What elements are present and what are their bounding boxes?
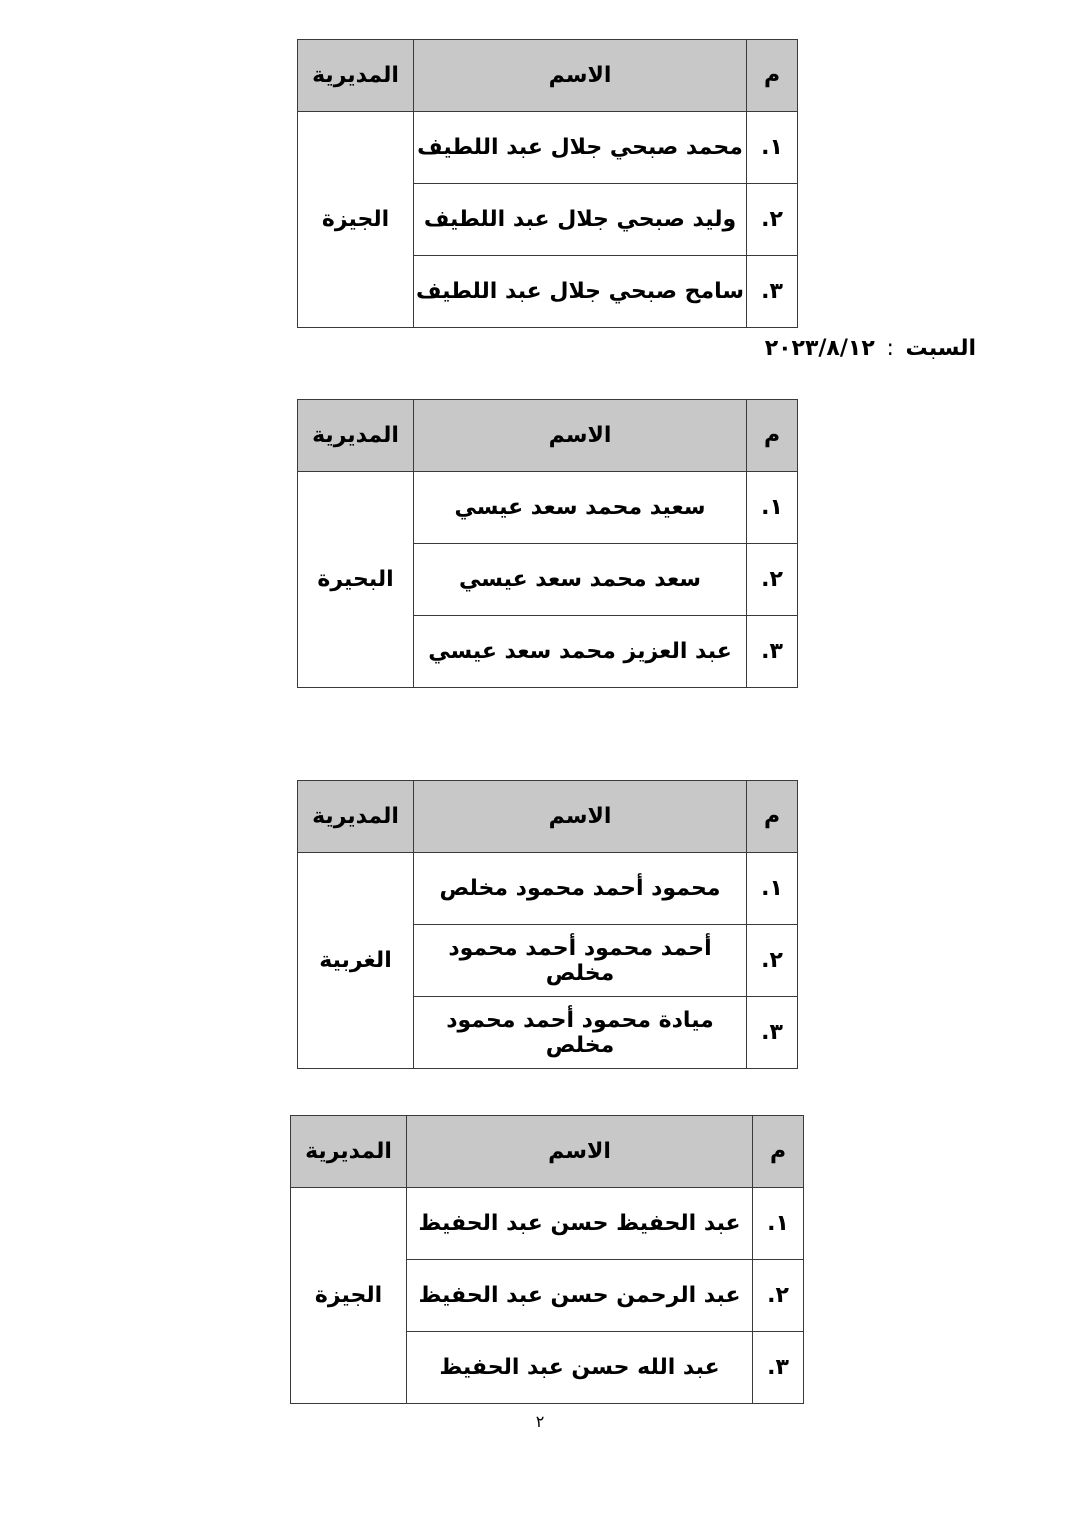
person-name: سامح صبحي جلال عبد اللطيف bbox=[414, 256, 747, 328]
row-number: ١. bbox=[747, 853, 798, 925]
row-number: ٣. bbox=[753, 1332, 804, 1404]
person-name: محمد صبحي جلال عبد اللطيف bbox=[414, 112, 747, 184]
header-directorate: المديرية bbox=[298, 400, 414, 472]
table-header-row bbox=[291, 1116, 804, 1188]
table-1 bbox=[297, 39, 798, 328]
date-heading bbox=[765, 336, 976, 361]
table-3 bbox=[297, 780, 798, 1069]
header-num: م bbox=[753, 1116, 804, 1188]
person-name: عبد الله حسن عبد الحفيظ bbox=[407, 1332, 753, 1404]
row-number: ٢. bbox=[747, 184, 798, 256]
row-number: ١. bbox=[747, 112, 798, 184]
person-name: عبد الحفيظ حسن عبد الحفيظ bbox=[407, 1188, 753, 1260]
day-name: السبت bbox=[905, 336, 976, 361]
person-name: ميادة محمود أحمد محمود مخلص bbox=[414, 997, 747, 1069]
row-number: ٢. bbox=[753, 1260, 804, 1332]
header-num: م bbox=[747, 400, 798, 472]
person-name: وليد صبحي جلال عبد اللطيف bbox=[414, 184, 747, 256]
table-row bbox=[298, 853, 798, 925]
page-number: ٢ bbox=[535, 1412, 545, 1431]
table-row bbox=[298, 112, 798, 184]
table-row bbox=[298, 472, 798, 544]
row-number: ١. bbox=[753, 1188, 804, 1260]
directorate-cell: البحيرة bbox=[298, 472, 414, 688]
person-name: سعيد محمد سعد عيسي bbox=[414, 472, 747, 544]
table-header-row bbox=[298, 40, 798, 112]
row-number: ١. bbox=[747, 472, 798, 544]
header-name: الاسم bbox=[414, 40, 747, 112]
header-name: الاسم bbox=[414, 781, 747, 853]
row-number: ٣. bbox=[747, 997, 798, 1069]
table-4 bbox=[290, 1115, 804, 1404]
date-separator: : bbox=[886, 336, 894, 361]
person-name: محمود أحمد محمود مخلص bbox=[414, 853, 747, 925]
row-number: ٣. bbox=[747, 256, 798, 328]
header-num: م bbox=[747, 40, 798, 112]
row-number: ٣. bbox=[747, 616, 798, 688]
header-directorate: المديرية bbox=[298, 781, 414, 853]
row-number: ٢. bbox=[747, 544, 798, 616]
table-header-row bbox=[298, 400, 798, 472]
person-name: عبد الرحمن حسن عبد الحفيظ bbox=[407, 1260, 753, 1332]
table-2 bbox=[297, 399, 798, 688]
directorate-cell: الجيزة bbox=[298, 112, 414, 328]
directorate-cell: الجيزة bbox=[291, 1188, 407, 1404]
row-number: ٢. bbox=[747, 925, 798, 997]
directorate-cell: الغربية bbox=[298, 853, 414, 1069]
header-directorate: المديرية bbox=[298, 40, 414, 112]
person-name: عبد العزيز محمد سعد عيسي bbox=[414, 616, 747, 688]
header-name: الاسم bbox=[407, 1116, 753, 1188]
person-name: سعد محمد سعد عيسي bbox=[414, 544, 747, 616]
table-row bbox=[291, 1188, 804, 1260]
person-name: أحمد محمود أحمد محمود مخلص bbox=[414, 925, 747, 997]
table-header-row bbox=[298, 781, 798, 853]
date-value: ٢٠٢٣/٨/١٢ bbox=[764, 336, 875, 361]
header-directorate: المديرية bbox=[291, 1116, 407, 1188]
header-num: م bbox=[747, 781, 798, 853]
header-name: الاسم bbox=[414, 400, 747, 472]
